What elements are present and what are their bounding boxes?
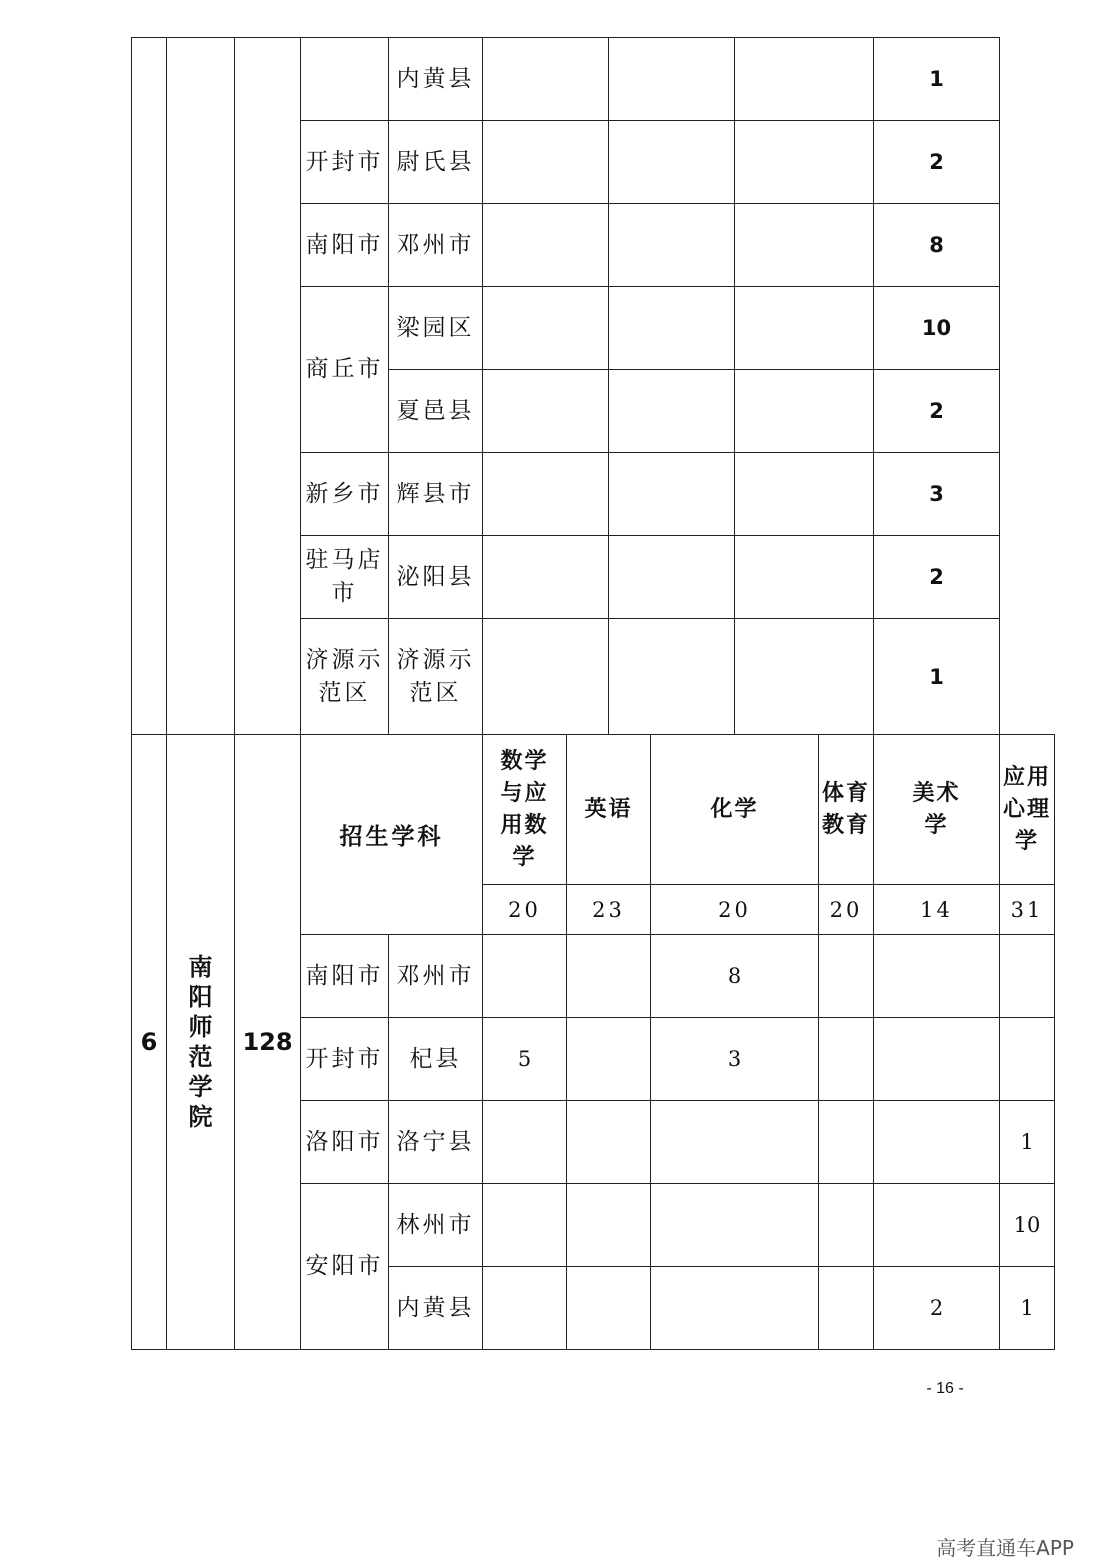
value-cell: 5 bbox=[483, 1018, 567, 1101]
value-cell bbox=[874, 1018, 1000, 1101]
count-cell: 2 bbox=[874, 121, 1000, 204]
value-cell bbox=[1000, 1018, 1055, 1101]
total-cell bbox=[235, 38, 301, 735]
subject-header: 体育教育 bbox=[819, 735, 874, 885]
quota-cell: 20 bbox=[819, 885, 874, 935]
value-cell bbox=[567, 1018, 651, 1101]
value-cell bbox=[567, 935, 651, 1018]
county-cell: 辉县市 bbox=[389, 453, 483, 536]
value-cell bbox=[819, 1018, 874, 1101]
county-cell: 洛宁县 bbox=[389, 1101, 483, 1184]
count-cell: 1 bbox=[874, 619, 1000, 735]
value-cell bbox=[819, 1184, 874, 1267]
university-name: 南阳师范学院 bbox=[188, 953, 213, 1131]
page-number: - 16 - bbox=[926, 1380, 964, 1397]
county-cell: 尉氏县 bbox=[389, 121, 483, 204]
count-cell: 1 bbox=[874, 38, 1000, 121]
value-cell bbox=[567, 1267, 651, 1350]
subject-header-row bbox=[132, 735, 1055, 885]
value-cell bbox=[651, 1267, 819, 1350]
subject-header: 数学与应用数学 bbox=[483, 735, 567, 885]
university-number: 6 bbox=[132, 735, 167, 1350]
value-cell bbox=[819, 935, 874, 1018]
value-cell bbox=[874, 1184, 1000, 1267]
value-cell: 1 bbox=[1000, 1101, 1055, 1184]
value-cell bbox=[651, 1101, 819, 1184]
value-cell bbox=[819, 1101, 874, 1184]
value-cell bbox=[483, 1267, 567, 1350]
value-cell: 2 bbox=[874, 1267, 1000, 1350]
city-cell bbox=[301, 38, 389, 121]
subject-header: 化学 bbox=[651, 735, 819, 885]
county-cell: 邓州市 bbox=[389, 935, 483, 1018]
value-cell: 3 bbox=[651, 1018, 819, 1101]
county-cell: 泌阳县 bbox=[389, 536, 483, 619]
table-row bbox=[132, 38, 1055, 121]
row-number-cell bbox=[132, 38, 167, 735]
count-cell: 8 bbox=[874, 204, 1000, 287]
county-cell: 杞县 bbox=[389, 1018, 483, 1101]
county-cell: 济源示范区 bbox=[389, 619, 483, 735]
county-cell: 邓州市 bbox=[389, 204, 483, 287]
subject-header: 美术学 bbox=[874, 735, 1000, 885]
county-cell: 林州市 bbox=[389, 1184, 483, 1267]
watermark: 高考直通车APP bbox=[936, 1536, 1074, 1560]
city-cell: 安阳市 bbox=[301, 1184, 389, 1350]
county-cell: 内黄县 bbox=[389, 1267, 483, 1350]
value-cell bbox=[483, 935, 567, 1018]
value-cell bbox=[874, 1101, 1000, 1184]
value-cell bbox=[483, 1101, 567, 1184]
university-name-cell bbox=[167, 735, 235, 1350]
city-cell: 南阳市 bbox=[301, 935, 389, 1018]
value-cell bbox=[567, 1101, 651, 1184]
subject-header: 应用心理学 bbox=[1000, 735, 1055, 885]
count-cell: 2 bbox=[874, 370, 1000, 453]
count-cell: 2 bbox=[874, 536, 1000, 619]
value-cell: 10 bbox=[1000, 1184, 1055, 1267]
value-cell: 8 bbox=[651, 935, 819, 1018]
count-cell: 10 bbox=[874, 287, 1000, 370]
subject-header: 英语 bbox=[567, 735, 651, 885]
value-cell bbox=[874, 935, 1000, 1018]
city-cell: 开封市 bbox=[301, 121, 389, 204]
value-cell bbox=[483, 1184, 567, 1267]
value-cell: 1 bbox=[1000, 1267, 1055, 1350]
city-cell: 开封市 bbox=[301, 1018, 389, 1101]
quota-cell: 20 bbox=[483, 885, 567, 935]
value-cell bbox=[567, 1184, 651, 1267]
admission-table bbox=[131, 37, 1055, 1350]
quota-cell: 31 bbox=[1000, 885, 1055, 935]
county-cell: 内黄县 bbox=[389, 38, 483, 121]
county-cell: 夏邑县 bbox=[389, 370, 483, 453]
count-cell: 3 bbox=[874, 453, 1000, 536]
value-cell bbox=[819, 1267, 874, 1350]
city-cell: 南阳市 bbox=[301, 204, 389, 287]
university-cell bbox=[167, 38, 235, 735]
city-cell: 洛阳市 bbox=[301, 1101, 389, 1184]
university-total: 128 bbox=[235, 735, 301, 1350]
quota-cell: 20 bbox=[651, 885, 819, 935]
quota-cell: 14 bbox=[874, 885, 1000, 935]
value-cell bbox=[651, 1184, 819, 1267]
city-cell: 商丘市 bbox=[301, 287, 389, 453]
quota-cell: 23 bbox=[567, 885, 651, 935]
subject-header-label: 招生学科 bbox=[301, 735, 483, 935]
city-cell: 驻马店市 bbox=[301, 536, 389, 619]
county-cell: 梁园区 bbox=[389, 287, 483, 370]
city-cell: 济源示范区 bbox=[301, 619, 389, 735]
city-cell: 新乡市 bbox=[301, 453, 389, 536]
value-cell bbox=[1000, 935, 1055, 1018]
